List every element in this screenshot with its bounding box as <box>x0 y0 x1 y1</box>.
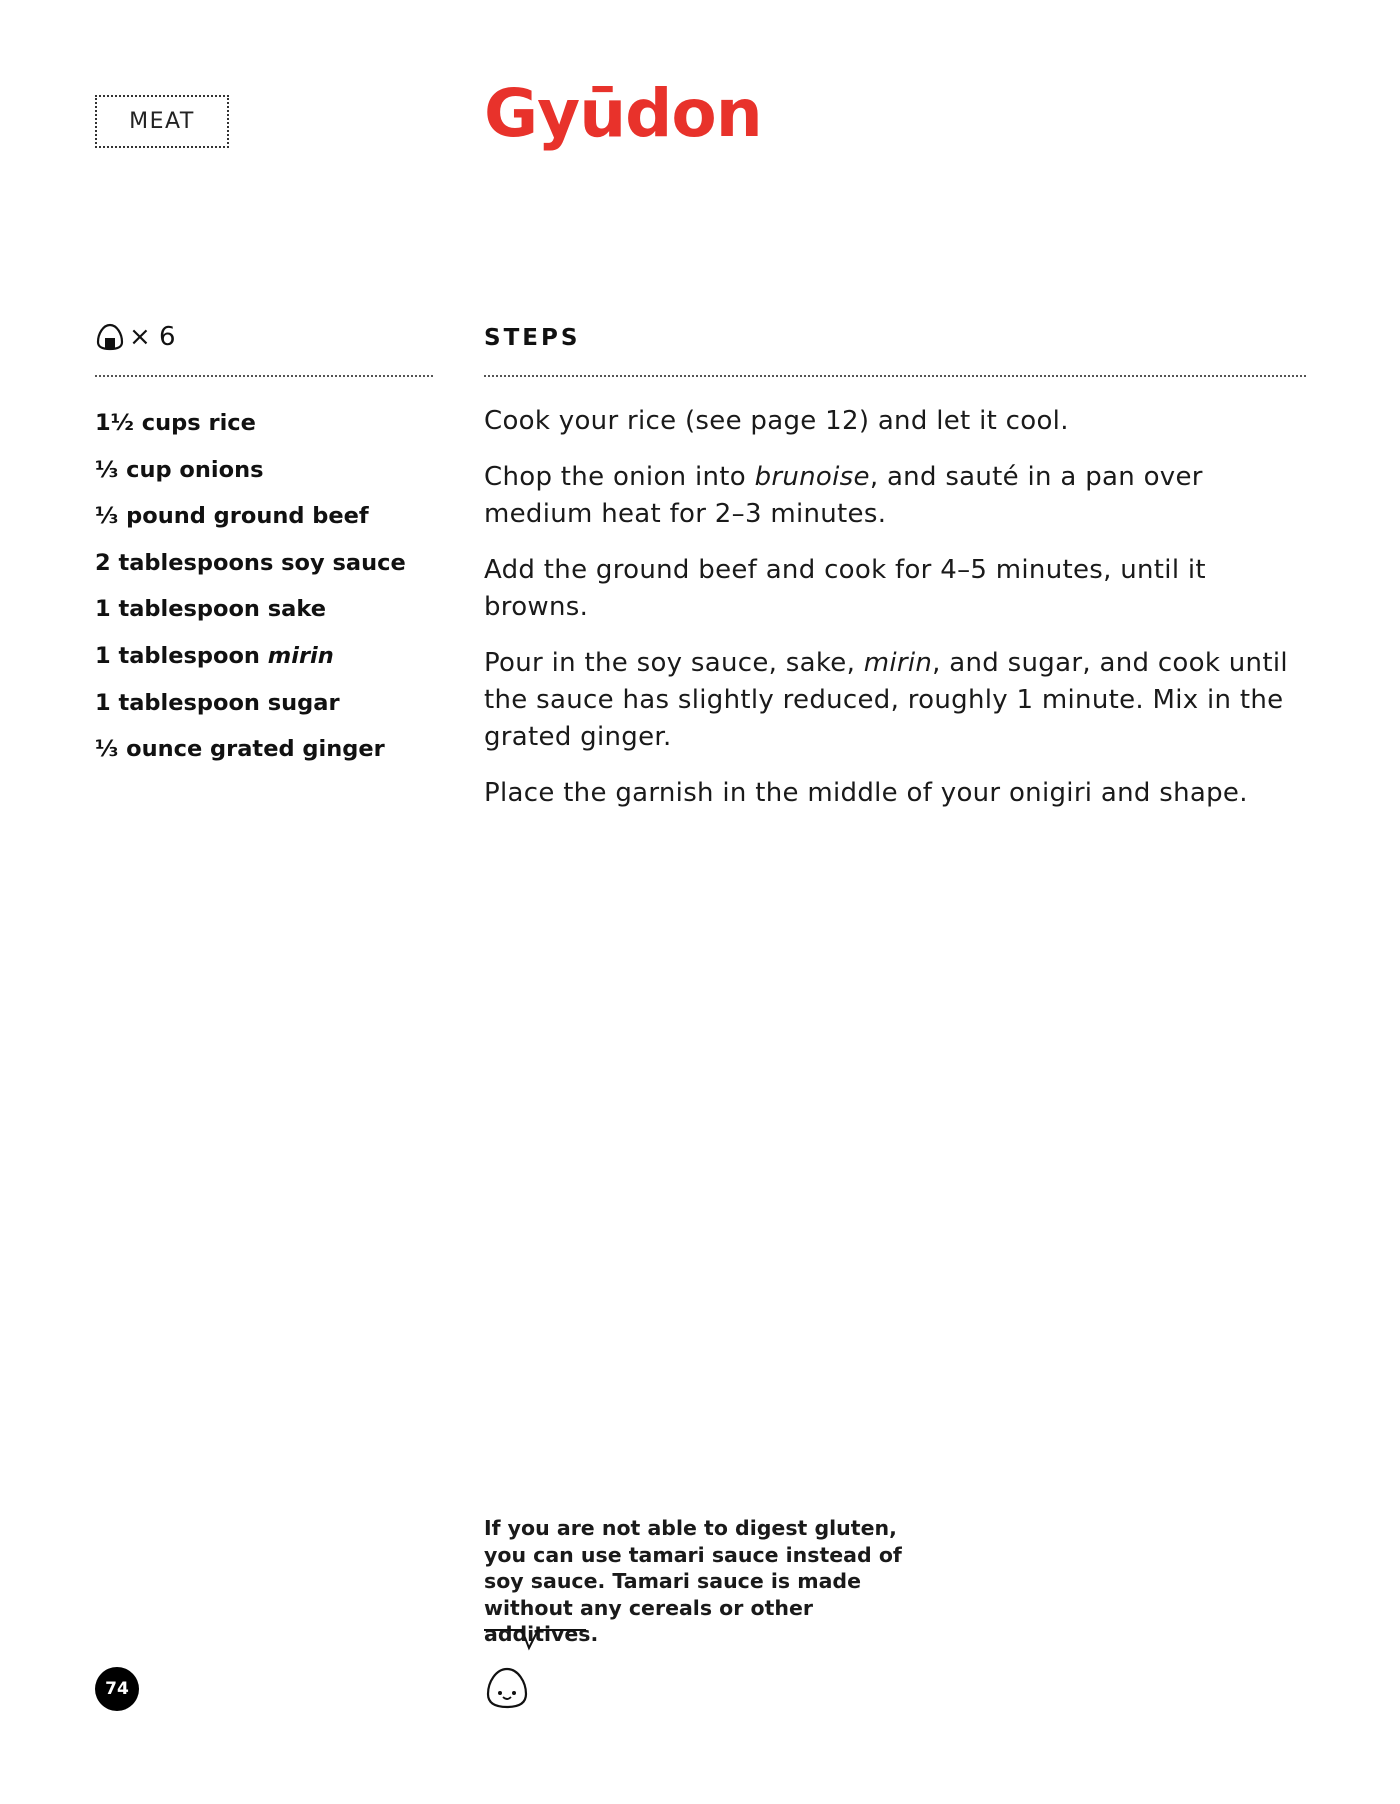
smiling-onigiri-icon <box>484 1665 530 1715</box>
page-number-label: 74 <box>105 1679 129 1699</box>
step-item: Add the ground beef and cook for 4–5 minutes, until it browns. <box>484 555 1206 622</box>
speech-bubble-tail <box>484 1628 588 1656</box>
servings-count: × 6 <box>129 322 176 352</box>
steps-divider <box>484 375 1306 377</box>
category-tag <box>95 95 229 148</box>
recipe-title: Gyūdon <box>484 75 762 152</box>
step-item: Pour in the soy sauce, sake, mirin, and sugar, and cook until the sauce has slightly reduced, roughly 1 minute. Mix in the grated ginger. <box>484 648 1288 752</box>
step-item: Place the garnish in the middle of your onigiri and shape. <box>484 778 1248 808</box>
ingredient-item: 1 tablespoon sugar <box>95 689 340 716</box>
onigiri-icon <box>95 322 125 352</box>
ingredient-item: ⅓ pound ground beef <box>95 503 369 530</box>
tip-text: If you are not able to digest gluten, you can use tamari sauce instead of soy sauce. Tamari sauce is made without any cereals or other additives. <box>484 1516 902 1646</box>
ingredient-item: ⅓ cup onions <box>95 456 264 483</box>
ingredient-item: 1 tablespoon sake <box>95 596 326 623</box>
ingredient-item: 1 tablespoon mirin <box>95 642 334 669</box>
ingredients-divider <box>95 375 433 377</box>
step-item: Chop the onion into brunoise, and sauté in a pan over medium heat for 2–3 minutes. <box>484 462 1203 529</box>
steps-list <box>484 403 1304 831</box>
step-item: Cook your rice (see page 12) and let it cool. <box>484 406 1069 436</box>
page-number <box>95 1667 139 1711</box>
category-label: MEAT <box>129 109 195 134</box>
ingredient-item: 1½ cups rice <box>95 410 256 436</box>
servings <box>95 322 176 352</box>
steps-heading: STEPS <box>484 325 581 351</box>
ingredient-item: ⅓ ounce grated ginger <box>95 736 385 763</box>
ingredient-list <box>95 405 406 778</box>
ingredient-item: 2 tablespoons soy sauce <box>95 549 406 576</box>
